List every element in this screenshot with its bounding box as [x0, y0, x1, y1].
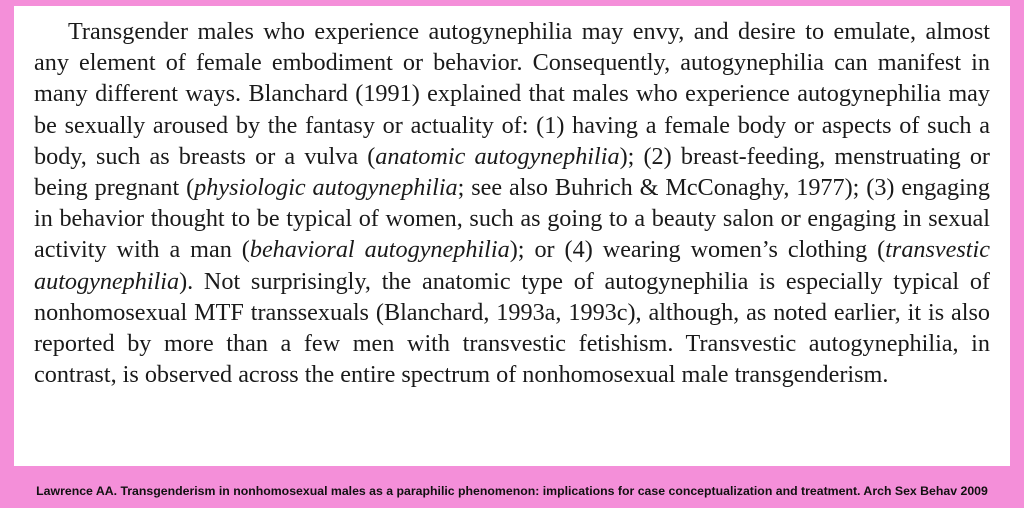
passage-text: Transgender males who experience autogynephilia may envy, and desire to emulate, almost any element of female embodiment or behavior. Consequently, autogynephilia can manifest in many different ways. Blanchard (1991) explained that males who experience autogynephilia may be sexually aroused by the fantasy or actuality of: (1) having a female body or aspects of such a body, such as breasts or a vulva (	[34, 18, 990, 170]
quoted-passage	[34, 16, 990, 390]
passage-text: ); (2) breast-feeding, menstruating or being pregnant (	[34, 142, 990, 202]
quote-panel	[14, 6, 1010, 466]
passage-text: ); or (4) wearing women’s clothing (	[509, 236, 886, 264]
term-physiologic: physiologic autogynephilia	[194, 174, 458, 202]
term-behavioral: behavioral autogynephilia	[249, 236, 510, 264]
passage-text: ; see also Buhrich & McConaghy, 1977); (3) engaging in behavior thought to be typical of women, such as going to a beauty salon or engaging in sexual activity with a man (	[34, 174, 990, 264]
term-transvestic: transvestic autogynephilia	[34, 236, 990, 295]
source-citation: Lawrence AA. Transgenderism in nonhomosexual males as a paraphilic phenomenon: implications for case conceptualization and treatment. Arch Sex Behav 2009	[36, 484, 988, 498]
term-anatomic: anatomic autogynephilia	[375, 142, 620, 170]
passage-text: ). Not surprisingly, the anatomic type of autogynephilia is especially typical of nonhomosexual MTF transsexuals (Blanchard, 1993a, 1993c), although, as noted earlier, it is also reported by more than a few men with transvestic fetishism. Transvestic autogynephilia, in contrast, is observed across the entire spectrum of nonhomosexual male transgenderism.	[34, 267, 990, 389]
